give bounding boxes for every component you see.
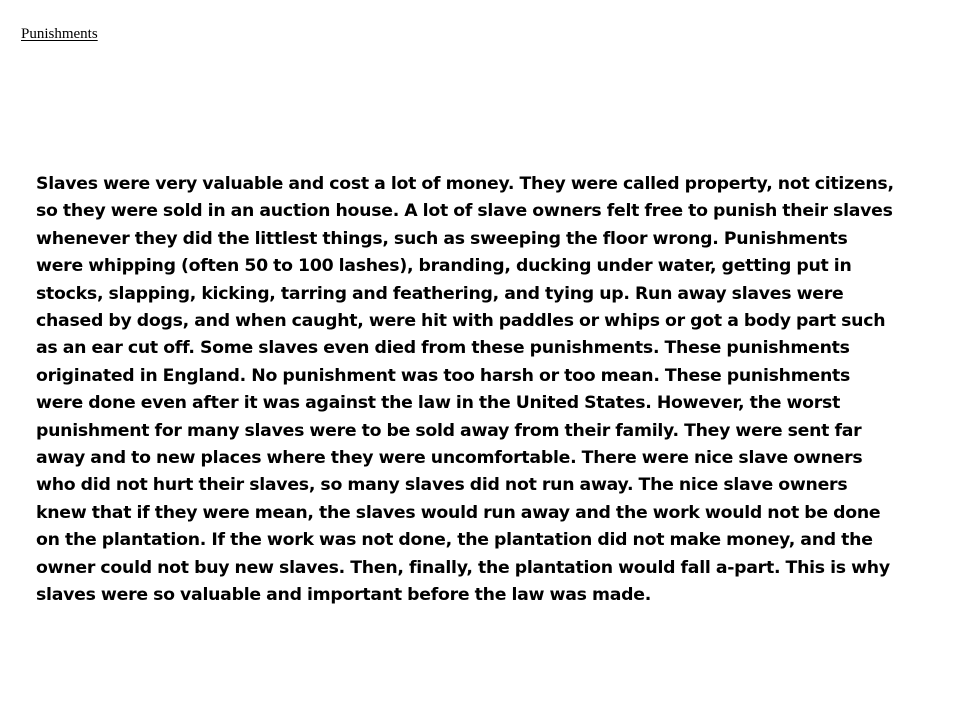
paragraph-line: stocks, slapping, kicking, tarring and feathering, and tying up. Run away slaves were [36, 283, 844, 304]
paragraph-line: on the plantation. If the work was not done, the plantation did not make money, and the [36, 530, 873, 551]
paragraph-line: owner could not buy new slaves. Then, finally, the plantation would fall a-part. This is why [36, 557, 890, 578]
paragraph-line: who did not hurt their slaves, so many slaves did not run away. The nice slave owners [36, 475, 848, 496]
paragraph-line: were done even after it was against the law in the United States. However, the worst [36, 393, 841, 414]
paragraph-line: so they were sold in an auction house. A lot of slave owners felt free to punish their slaves [36, 201, 893, 222]
paragraph-line: slaves were so valuable and important before the law was made. [36, 585, 652, 606]
paragraph-line: as an ear cut off. Some slaves even died from these punishments. These punishments [36, 338, 850, 359]
paragraph-line: originated in England. No punishment was too harsh or too mean. These punishments [36, 365, 851, 386]
paragraph-line: were whipping (often 50 to 100 lashes), branding, ducking under water, getting put in [36, 256, 852, 277]
paragraph-line: Slaves were very valuable and cost a lot of money. They were called property, not citizens, [36, 174, 894, 194]
body-paragraph [36, 171, 936, 610]
paragraph-line: punishment for many slaves were to be sold away from their family. They were sent far [36, 420, 862, 441]
paragraph-line: knew that if they were mean, the slaves would run away and the work would not be done [36, 502, 881, 523]
paragraph-line: away and to new places where they were uncomfortable. There were nice slave owners [36, 448, 863, 469]
paragraph-line: whenever they did the littlest things, such as sweeping the floor wrong. Punishments [36, 228, 848, 249]
paragraph-line: chased by dogs, and when caught, were hit with paddles or whips or got a body part such [36, 311, 886, 332]
slide-title: Punishments [21, 26, 98, 42]
